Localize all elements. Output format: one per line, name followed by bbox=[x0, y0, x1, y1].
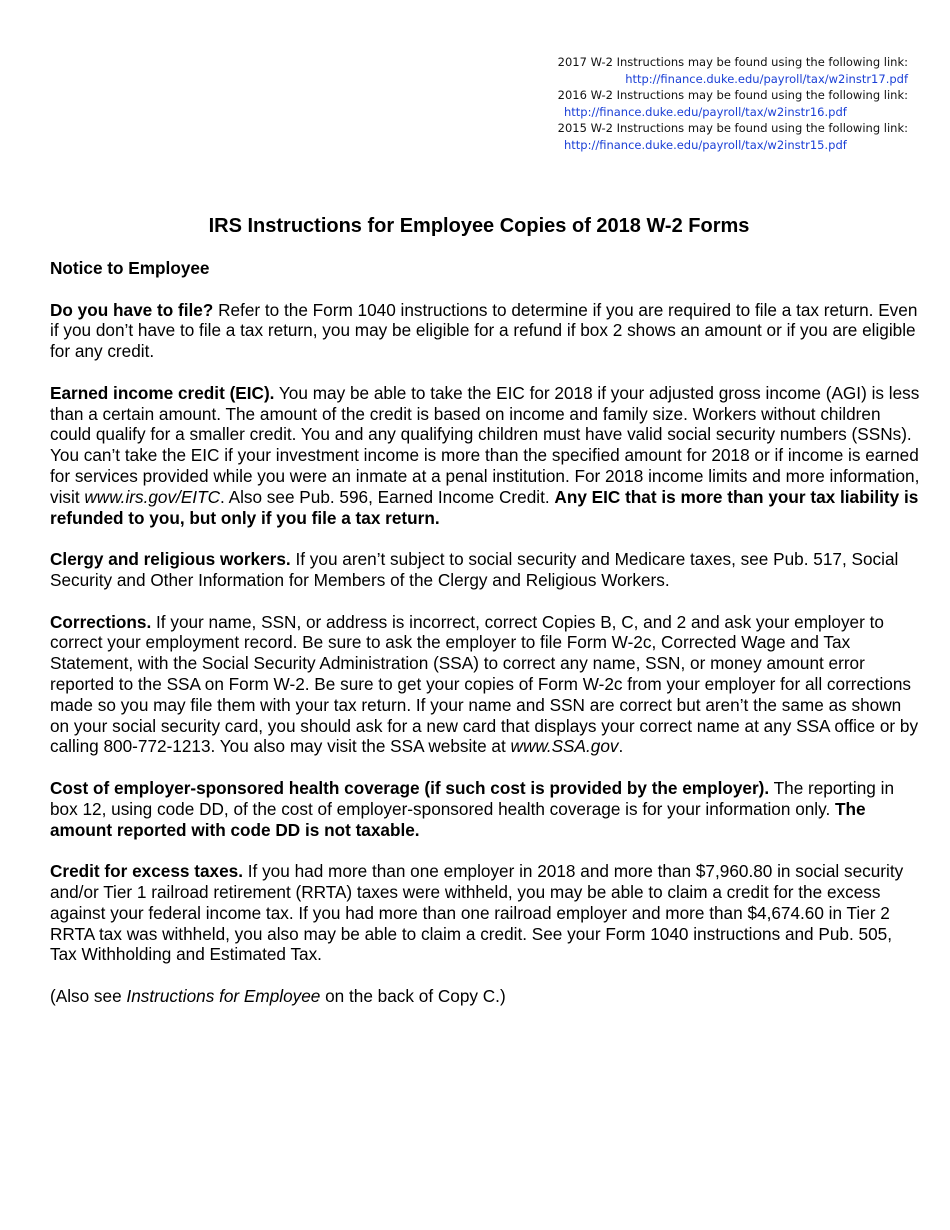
section-excess bbox=[50, 861, 920, 965]
section-clergy bbox=[50, 549, 920, 591]
eic-text-2: . Also see Pub. 596, Earned Income Credit. bbox=[220, 486, 555, 507]
health-heading: Cost of employer-sponsored health coverage (if such cost is provided by the employer). bbox=[50, 777, 770, 798]
section-health bbox=[50, 778, 920, 840]
corrections-text-end: . bbox=[618, 736, 624, 757]
w2-links-block bbox=[528, 54, 908, 153]
excess-heading: Credit for excess taxes. bbox=[50, 861, 243, 882]
excess-text: If you had more than one employer in 2018 and more than $7,960.80 in social security and/or Tier 1 railroad retirement (RRTA) taxes were withheld, you may be able to claim a credit for the excess against your federal income tax. If you had more than one railroad employer and more than $4,674.60 in Tier 2 RRTA tax was withheld, you also may be able to claim a credit. See your Form 1040 instructions and Pub. 505, Tax Withholding and Estimated Tax. bbox=[50, 861, 904, 965]
section-file bbox=[50, 300, 920, 362]
section-eic bbox=[50, 383, 920, 529]
w2-2015-label: 2015 W-2 Instructions may be found using the following link: bbox=[557, 121, 908, 135]
eic-bold-text: Any EIC that is more than your tax liability is refunded to you, but only if you file a tax return. bbox=[50, 486, 919, 528]
corrections-heading: Corrections. bbox=[50, 611, 152, 632]
eic-text-1: You may be able to take the EIC for 2018 if your adjusted gross income (AGI) is less than a certain amount. The amount of the credit is based on income and family size. Workers without children could qualify for a smaller credit. You and any qualifying children must have valid social security numbers (SSNs). You can’t take the EIC if your investment income is more than the specified amount for 2018 or if income is earned for services provided while you were an inmate at a penal institution. For 2018 income limits and more information, visit bbox=[50, 382, 920, 507]
clergy-heading: Clergy and religious workers. bbox=[50, 549, 291, 570]
section-also-see bbox=[50, 986, 920, 1007]
corrections-text: If your name, SSN, or address is incorrect, correct Copies B, C, and 2 and ask your employer to correct your employment record. Be sure to ask the employer to file Form W-2c, Corrected Wage and Tax Statement, with the Social Security Administration (SSA) to correct any name, SSN, or money amount error reported to the SSA on Form W-2. Be sure to get your copies of Form W-2c from your employer for all corrections made so you may file them with your tax return. If your name and SSN are correct but aren’t the same as shown on your social security card, you should ask for a new card that displays your correct name at any SSA office or by calling 800-772-1213. You also may visit the SSA website at bbox=[50, 611, 919, 757]
page-title: IRS Instructions for Employee Copies of 2018 W-2 Forms bbox=[208, 215, 750, 237]
w2-2017-link[interactable]: http://finance.duke.edu/payroll/tax/w2instr17.pdf bbox=[625, 71, 908, 86]
health-bold-text: The amount reported with code DD is not taxable. bbox=[50, 798, 866, 840]
document-body bbox=[50, 258, 920, 1027]
also-see-suffix: on the back of Copy C.) bbox=[320, 985, 506, 1006]
w2-2015-link[interactable]: http://finance.duke.edu/payroll/tax/w2instr15.pdf bbox=[564, 137, 847, 152]
ssa-link[interactable]: www.SSA.gov bbox=[510, 736, 619, 757]
w2-2017-label: 2017 W-2 Instructions may be found using the following link: bbox=[557, 55, 908, 69]
clergy-text: If you aren’t subject to social security and Medicare taxes, see Pub. 517, Social Security and Other Information for Members of the Clergy and Religious Workers. bbox=[50, 549, 899, 590]
notice-heading: Notice to Employee bbox=[50, 258, 210, 278]
health-text: The reporting in box 12, using code DD, of the cost of employer-sponsored health coverage is for your information only. bbox=[50, 777, 895, 819]
also-see-italic: Instructions for Employee bbox=[126, 985, 321, 1006]
also-see-prefix: (Also see bbox=[50, 985, 127, 1006]
eic-link[interactable]: www.irs.gov/EITC bbox=[84, 486, 220, 507]
w2-2016-link[interactable]: http://finance.duke.edu/payroll/tax/w2instr16.pdf bbox=[564, 104, 847, 119]
eic-heading: Earned income credit (EIC). bbox=[50, 382, 275, 403]
section-corrections bbox=[50, 612, 920, 758]
file-heading: Do you have to file? bbox=[50, 299, 214, 320]
w2-2016-label: 2016 W-2 Instructions may be found using the following link: bbox=[557, 88, 908, 102]
file-text: Refer to the Form 1040 instructions to determine if you are required to file a tax return. Even if you don’t have to file a tax return, you may be eligible for a refund if box 2 shows an amount or if you are eligible for any credit. bbox=[50, 299, 918, 362]
